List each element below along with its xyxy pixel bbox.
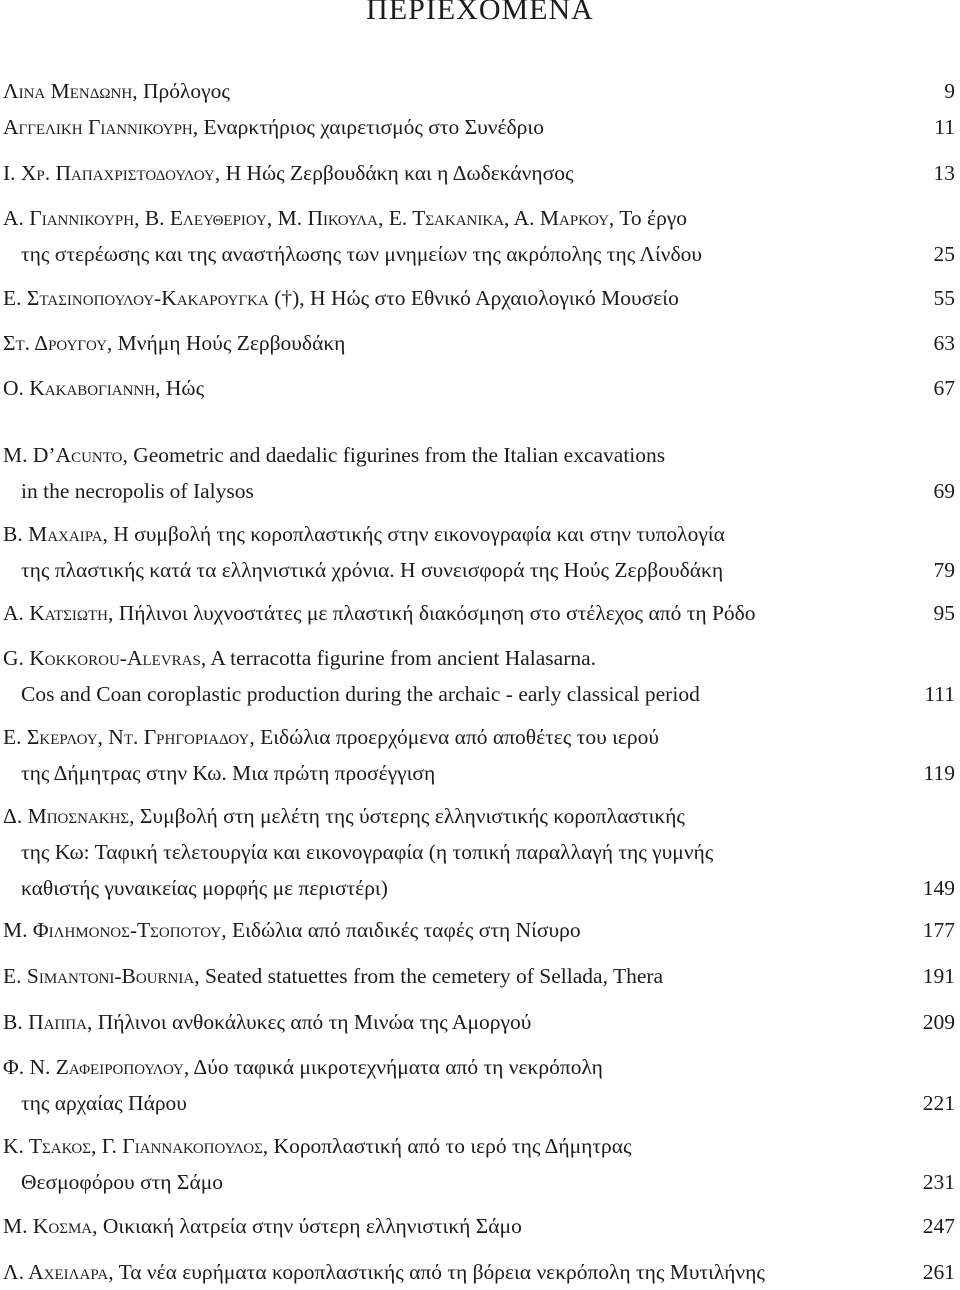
toc-entry-line	[0, 719, 960, 755]
toc-entry	[0, 155, 960, 191]
toc-entry-line	[0, 516, 960, 552]
toc-entry-author: Λ. Αχειλαρα	[3, 1260, 109, 1284]
toc-entry-line	[0, 1085, 960, 1121]
toc-entry-page-number: 177	[922, 918, 955, 942]
toc-entry	[0, 912, 960, 948]
toc-entry-line	[0, 73, 960, 109]
toc-entry-text	[3, 1128, 632, 1164]
toc-entry-line	[0, 437, 960, 473]
toc-entry	[0, 1128, 960, 1200]
toc-entry-line	[0, 834, 960, 870]
toc-entry-line	[0, 109, 960, 145]
toc-entry-title: , Το έργο	[608, 206, 688, 230]
toc-entry-author: Β. Μαχαιρα	[3, 522, 103, 546]
toc-entry-title: , Οικιακή λατρεία στην ύστερη ελληνιστική Σάμο	[92, 1214, 522, 1238]
toc-entry-author: G. Kokkorou-Alevras	[3, 646, 201, 670]
toc-entry-text	[3, 280, 679, 316]
toc-entry-author: Β. Παππα	[3, 1010, 87, 1034]
toc-entry-page-number: 55	[933, 286, 955, 310]
toc-entry-page-number: 63	[933, 331, 955, 355]
toc-entry-line	[0, 1128, 960, 1164]
toc-entry-page-number: 69	[933, 479, 955, 503]
toc-entry-author: Ε. Simantoni-Bournia	[3, 964, 195, 988]
toc-entry-text	[3, 370, 204, 406]
toc-entry	[0, 1049, 960, 1121]
toc-entry-line	[0, 1164, 960, 1200]
toc-entry-line	[0, 755, 960, 791]
toc-entry-line	[0, 1004, 960, 1040]
toc-entry-author: Αγγελικη Γιαννικουρη	[3, 115, 193, 139]
toc-entry	[0, 1254, 960, 1290]
toc-entry-text	[3, 73, 230, 109]
toc-entry-line	[0, 640, 960, 676]
toc-entry-text	[3, 719, 659, 755]
toc-entry-author: Φ. Ν. Ζαφειροπουλου	[3, 1055, 184, 1079]
toc-entry-text	[3, 109, 544, 145]
toc-entry-text	[3, 516, 725, 552]
toc-entry-text: της Δήμητρας στην Κω. Μια πρώτη προσέγγιση	[21, 761, 436, 785]
toc-entry-page-number: 231	[922, 1170, 955, 1194]
toc-entry-title: , Ειδώλια προερχόμενα από αποθέτες του ιερού	[249, 725, 660, 749]
toc-entry-page-number: 191	[922, 964, 955, 988]
toc-entry-text	[3, 912, 581, 948]
toc-entry-line	[0, 1254, 960, 1290]
toc-entry-text	[3, 640, 596, 676]
toc-entry-author: Μ. D’Acunto	[3, 443, 123, 467]
toc-entry	[0, 280, 960, 316]
toc-entry-line	[0, 473, 960, 509]
toc-entry-title: , Τα νέα ευρήματα κοροπλαστικής από τη βόρεια νεκρόπολη της Μυτιλήνης	[108, 1260, 765, 1284]
toc-entry	[0, 1004, 960, 1040]
toc-entry-line	[0, 325, 960, 361]
toc-entry-title: , Seated statuettes from the cemetery of Sellada, Thera	[194, 964, 664, 988]
toc-entry-page-number: 247	[922, 1214, 955, 1238]
toc-entry-text: της στερέωσης και της αναστήλωσης των μνημείων της ακρόπολης της Λίνδου	[21, 242, 703, 266]
toc-entry-page-number: 261	[922, 1260, 955, 1284]
toc-entry-author: Κ. Τσακος, Γ. Γιαννακοπουλος	[3, 1134, 263, 1158]
toc-entry-title: , Συμβολή στη μελέτη της ύστερης ελληνιστικής κοροπλαστικής	[129, 804, 685, 828]
toc-entry-text	[3, 798, 685, 834]
toc-entry-author: Ι. Χρ. Παπαχριστοδουλου	[3, 161, 215, 185]
toc-entry-text: της Κω: Ταφική τελετουργία και εικονογραφία (η τοπική παραλλαγή της γυμνής	[21, 840, 714, 864]
toc-entry-text: της πλαστικής κατά τα ελληνιστικά χρόνια. Η συνεισφορά της Ηούς Ζερβουδάκη	[21, 558, 724, 582]
toc-entry-title: , Δύο ταφικά μικροτεχνήματα από τη νεκρόπολη	[183, 1055, 603, 1079]
toc-entry-text	[3, 1208, 522, 1244]
toc-entry-title: , Η συμβολή της κοροπλαστικής στην εικονογραφία και στην τυπολογία	[102, 522, 725, 546]
toc-entry	[0, 200, 960, 272]
toc-entry	[0, 1208, 960, 1244]
toc-entry-text	[3, 1254, 765, 1290]
toc-entry-author: Ε. Στασινοπουλου-Κακαρουγκα	[3, 286, 269, 310]
toc-entry-title: , Πήλινοι ανθοκάλυκες από τη Μινώα της Αμοργού	[86, 1010, 532, 1034]
toc-entry-page-number: 13	[933, 161, 955, 185]
toc-entry-text: Θεσμοφόρου στη Σάμο	[21, 1170, 223, 1194]
toc-entry	[0, 73, 960, 109]
toc-entry-page-number: 25	[933, 242, 955, 266]
toc-entry-title: , Ειδώλια από παιδικές ταφές στη Νίσυρο	[221, 918, 581, 942]
toc-entry	[0, 958, 960, 994]
toc-entry-author: Μ. Κοσμα	[3, 1214, 93, 1238]
toc-entry-line	[0, 676, 960, 712]
toc-entry-line	[0, 912, 960, 948]
toc-entry-author: Λινα Μενδωνη	[3, 79, 133, 103]
toc-entry-title: , Πήλινοι λυχνοστάτες με πλαστική διακόσμηση στο στέλεχος από τη Ρόδο	[108, 601, 756, 625]
toc-entry-text	[3, 325, 345, 361]
toc-entry-text	[3, 595, 756, 631]
toc-entry-text: Cos and Coan coroplastic production during the archaic - early classical period	[21, 682, 700, 706]
toc-entry	[0, 325, 960, 361]
toc-entry	[0, 109, 960, 145]
toc-entry	[0, 370, 960, 406]
toc-entry-text: της αρχαίας Πάρου	[21, 1091, 187, 1115]
toc-entry	[0, 719, 960, 791]
toc-entry-line	[0, 958, 960, 994]
toc-entry-title: , Πρόλογος	[132, 79, 230, 103]
toc-entry-title: , Μνήμη Ηούς Ζερβουδάκη	[106, 331, 346, 355]
toc-entry-page-number: 149	[922, 876, 955, 900]
toc-entry-author: Μ. Φιλημονος-Τσοποτου	[3, 918, 222, 942]
toc-entry	[0, 516, 960, 588]
toc-entry-text	[3, 958, 663, 994]
toc-entry-line	[0, 595, 960, 631]
toc-entry-title: (†), Η Ηώς στο Εθνικό Αρχαιολογικό Μουσείο	[268, 286, 679, 310]
toc-entry-author: Δ. Μποσνακης	[3, 804, 130, 828]
toc-entry-text: καθιστής γυναικείας μορφής με περιστέρι)	[21, 876, 388, 900]
page-title: ΠΕΡΙΕΧΟΜΕΝΑ	[366, 0, 594, 26]
toc-entry-title: , Ηώς	[155, 376, 205, 400]
toc-entry-line	[0, 1208, 960, 1244]
toc-entry-author: Α. Κατσιωτη	[3, 601, 109, 625]
toc-entry-title: , Geometric and daedalic figurines from the Italian excavations	[122, 443, 666, 467]
toc-entry-title: , Κοροπλαστική από το ιερό της Δήμητρας	[262, 1134, 632, 1158]
toc-entry-title: , Η Ηώς Ζερβουδάκη και η Δωδεκάνησος	[214, 161, 574, 185]
toc-entry-line	[0, 200, 960, 236]
toc-entry-page-number: 9	[944, 79, 955, 103]
toc-entry-page-number: 95	[933, 601, 955, 625]
toc-entry	[0, 640, 960, 712]
toc-entry-text	[3, 1049, 603, 1085]
toc-entry	[0, 437, 960, 509]
toc-entry-text: in the necropolis of Ialysos	[21, 479, 254, 503]
toc-entry-page-number: 79	[933, 558, 955, 582]
toc-entry-line	[0, 280, 960, 316]
toc-entry-line	[0, 236, 960, 272]
toc-entry-line	[0, 155, 960, 191]
toc-entry-page-number: 221	[922, 1091, 955, 1115]
toc-entry-author: Ε. Σκερλου, Ντ. Γρηγοριαδου	[3, 725, 250, 749]
toc-entry-author: Στ. Δρουγου	[3, 331, 107, 355]
toc-entry-page-number: 111	[924, 682, 955, 706]
toc-entry	[0, 798, 960, 906]
toc-entry-page-number: 209	[922, 1010, 955, 1034]
toc-entry-page-number: 67	[933, 376, 955, 400]
toc-entry-author: Ο. Κακαβογιαννη	[3, 376, 156, 400]
toc-entry-line	[0, 1049, 960, 1085]
toc-entry-line	[0, 370, 960, 406]
toc-entry-text	[3, 437, 665, 473]
toc-entry-text	[3, 155, 573, 191]
toc-entry-text	[3, 1004, 531, 1040]
toc-entry-page-number: 11	[934, 115, 955, 139]
toc-entry-page-number: 119	[923, 761, 955, 785]
toc-entry-title: , Εναρκτήριος χαιρετισμός στο Συνέδριο	[192, 115, 544, 139]
toc-entry-line	[0, 870, 960, 906]
toc-entry-text	[3, 200, 687, 236]
toc-entry-line	[0, 552, 960, 588]
toc-entry-line	[0, 798, 960, 834]
toc-entry-title: , A terracotta figurine from ancient Halasarna.	[200, 646, 597, 670]
toc-entry	[0, 595, 960, 631]
toc-entry-author: Α. Γιαννικουρη, Β. Ελευθεριου, Μ. Πικουλα, Ε. Τσακανικα, Α. Μαρκου	[3, 206, 609, 230]
